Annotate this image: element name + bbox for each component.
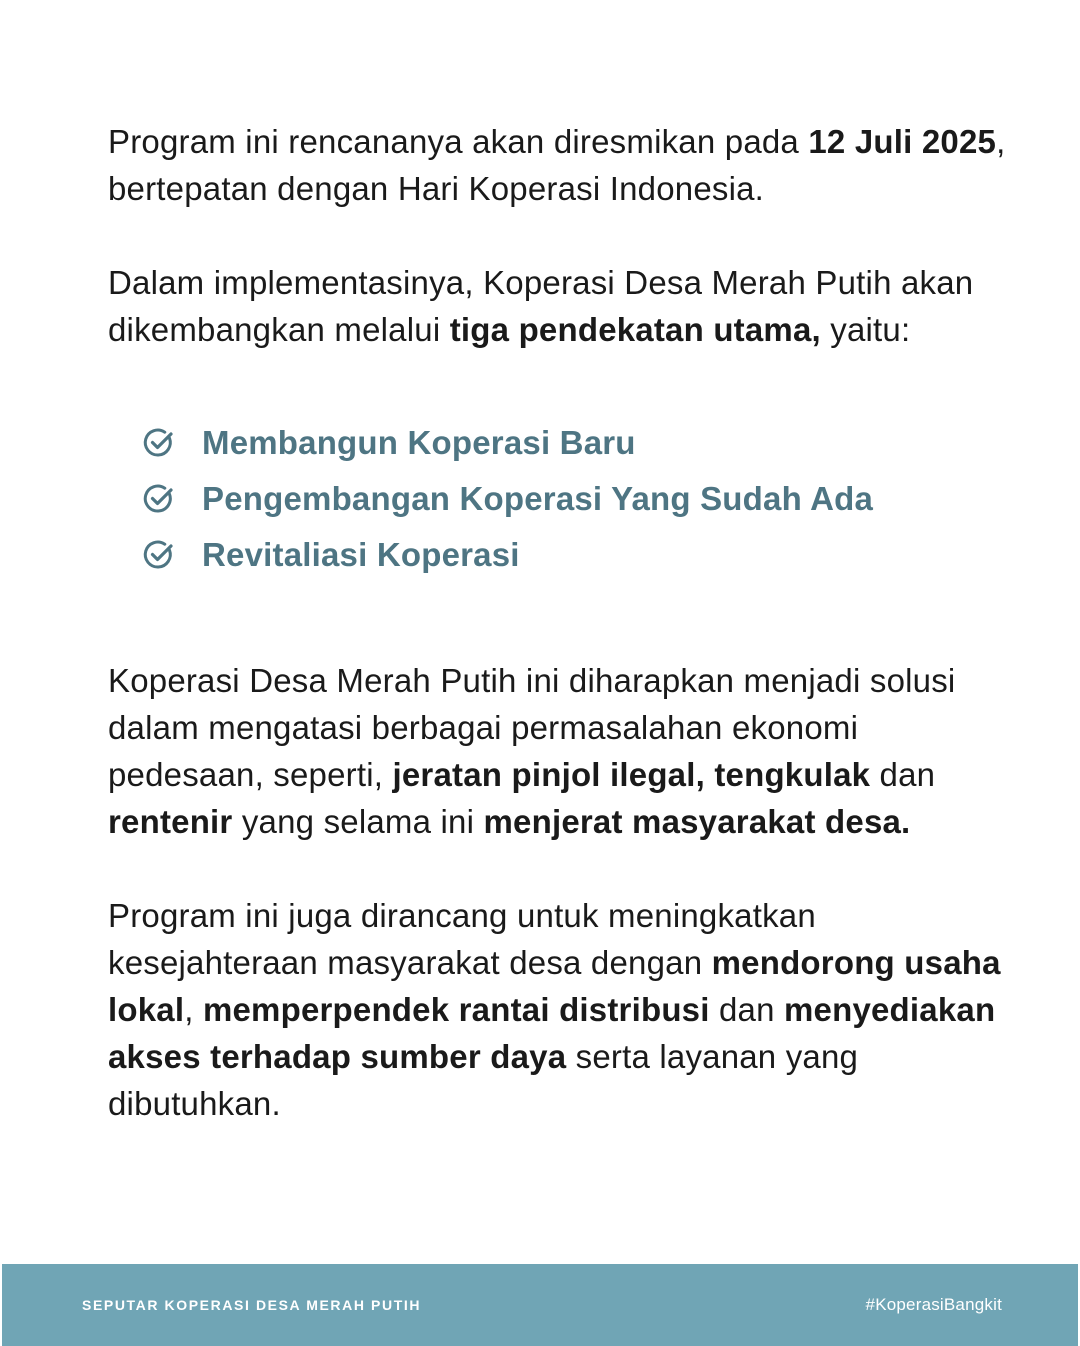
body-text: dan [870, 756, 936, 793]
check-circle-icon [142, 426, 176, 460]
check-circle-icon [142, 538, 176, 572]
article-body [108, 118, 1008, 1127]
emphasis-text: rentenir [108, 803, 233, 840]
checklist-item-label: Pengembangan Koperasi Yang Sudah Ada [202, 480, 874, 517]
emphasis-text: tiga pendekatan utama, [449, 311, 821, 348]
emphasis-text: menyediakan akses terhadap sumber daya [108, 991, 996, 1075]
paragraph-launch-date [108, 118, 1008, 212]
emphasis-text: memperpendek rantai distribusi [202, 991, 710, 1028]
body-text: Program ini juga dirancang untuk meningkatkan kesejahteraan masyarakat desa dengan [108, 897, 816, 981]
checklist-item-existing-cooperative [142, 471, 1008, 527]
footer-bar [2, 1264, 1078, 1346]
body-text: Program ini rencananya akan diresmikan pada [108, 123, 809, 160]
checklist-item-label: Membangun Koperasi Baru [202, 424, 636, 461]
emphasis-text: menjerat masyarakat desa. [483, 803, 911, 840]
approach-checklist [108, 415, 1008, 583]
emphasis-text: jeratan pinjol ilegal, tengkulak [392, 756, 871, 793]
paragraph-solution [108, 657, 1008, 845]
body-text: Koperasi Desa Merah Putih ini diharapkan menjadi solusi dalam mengatasi berbagai permasalahan ekonomi pedesaan, seperti, [108, 662, 956, 793]
emphasis-text: mendorong usaha lokal [108, 944, 1001, 1028]
checklist-item-label: Revitaliasi Koperasi [202, 536, 520, 573]
body-text: Dalam implementasinya, Koperasi Desa Merah Putih akan dikembangkan melalui [108, 264, 974, 348]
paragraph-welfare [108, 892, 1008, 1127]
check-circle-icon [142, 482, 176, 516]
emphasis-text: 12 Juli 2025 [808, 123, 997, 160]
body-text: yang selama ini [232, 803, 484, 840]
paragraph-approach-intro [108, 259, 1008, 353]
body-text: serta layanan yang dibutuhkan. [108, 1038, 859, 1122]
footer-series-title: SEPUTAR KOPERASI DESA MERAH PUTIH [82, 1297, 422, 1313]
checklist-item-new-cooperative [142, 415, 1008, 471]
footer-hashtag: #KoperasiBangkit [865, 1295, 1002, 1314]
body-text: dan [709, 991, 784, 1028]
body-text: yaitu: [820, 311, 911, 348]
body-text: , bertepatan dengan Hari Koperasi Indonesia. [108, 123, 1006, 207]
body-text: , [184, 991, 203, 1028]
checklist-item-revitalization [142, 527, 1008, 583]
